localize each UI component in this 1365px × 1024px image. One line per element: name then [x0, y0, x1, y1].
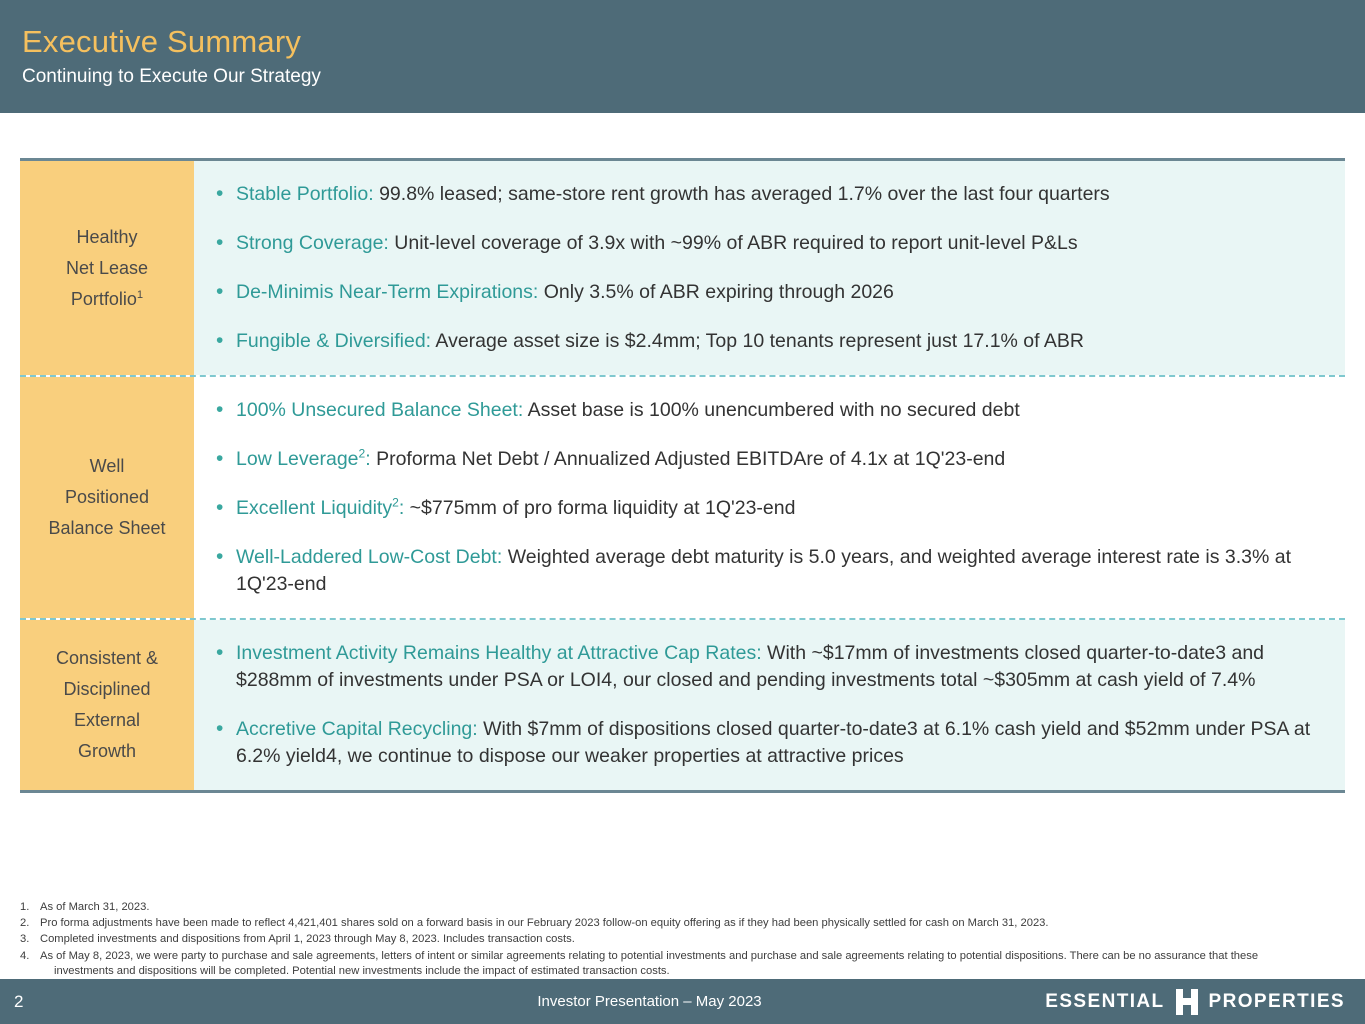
list-item	[210, 544, 1323, 598]
bullet-list	[210, 640, 1323, 770]
bullet-text: Weighted average debt maturity is 5.0 years, and weighted average interest rate is 3.3% at 1Q'23-end	[236, 546, 1292, 595]
label-line: Consistent &	[55, 648, 159, 668]
list-item	[210, 446, 1323, 473]
label-line: Balance Sheet	[48, 518, 166, 538]
label-line: Net Lease	[65, 257, 149, 278]
bullet-lead-footnote-ref: 2	[392, 495, 399, 510]
table-row	[20, 377, 1345, 620]
bullet-text: ~$775mm of pro forma liquidity at 1Q'23-end	[404, 497, 796, 519]
footnote-number: 2.	[20, 917, 30, 930]
logo-text-right: PROPERTIES	[1208, 990, 1345, 1012]
footnotes	[20, 900, 1340, 980]
footer-caption: Investor Presentation – May 2023	[537, 993, 762, 1010]
bullet-text: With ~$17mm of investments closed quarter-to-date3 and $288mm of investments under PSA or LOI4, our closed and pending investments total ~$305mm at cash yield of 7.4%	[236, 642, 1265, 691]
bullet-lead: Well-Laddered Low-Cost Debt:	[236, 546, 503, 568]
bullet-lead-tail: :	[365, 448, 371, 470]
label-line: Growth	[77, 741, 137, 761]
footnote-number: 4.	[20, 949, 30, 962]
bullet-lead-tail: :	[398, 497, 405, 519]
bullet-lead: Stable Portfolio:	[236, 183, 374, 205]
page-title: Executive Summary	[22, 24, 302, 59]
footnote-item	[20, 900, 1340, 915]
label-line: Disciplined	[63, 679, 151, 699]
bullet-list	[210, 181, 1323, 355]
footnote-item	[20, 932, 1340, 947]
table-row	[20, 161, 1345, 377]
row-label-healthy-net-lease-portfolio	[20, 161, 194, 375]
bullet-text: Proforma Net Debt / Annualized Adjusted EBITDAre of 4.1x at 1Q'23-end	[370, 448, 1006, 470]
row-label-consistent-disciplined-external-growth	[20, 620, 194, 790]
list-item	[210, 397, 1323, 424]
bullet-text: 99.8% leased; same-store rent growth has averaged 1.7% over the last four quarters	[373, 183, 1110, 205]
bullet-text: Asset base is 100% unencumbered with no secured debt	[523, 399, 1020, 421]
bullet-text: With $7mm of dispositions closed quarter-to-date3 at 6.1% cash yield and $52mm under PSA at 6.2% yield4, we continue to dispose our weaker properties at attractive prices	[236, 718, 1311, 767]
bullet-lead: 100% Unsecured Balance Sheet:	[236, 399, 524, 421]
table-row	[20, 620, 1345, 790]
page-subtitle: Continuing to Execute Our Strategy	[22, 66, 321, 87]
bullet-lead: Excellent Liquidity	[236, 497, 393, 519]
page-number: 2	[14, 991, 24, 1011]
label-line: Healthy	[76, 226, 138, 247]
list-item	[210, 230, 1323, 257]
footnote-text-cont: investments and dispositions will be completed. Potential new investments include the impact of estimated transaction costs.	[54, 964, 670, 977]
footnote-item	[20, 949, 1340, 979]
slide-header	[0, 0, 1365, 113]
company-logo	[1045, 989, 1345, 1015]
row-content	[194, 620, 1345, 790]
bullet-text: Average asset size is $2.4mm; Top 10 tenants represent just 17.1% of ABR	[431, 330, 1084, 352]
footnote-text: As of March 31, 2023.	[40, 901, 150, 913]
bullet-lead: De-Minimis Near-Term Expirations:	[236, 281, 539, 303]
label-line: Positioned	[64, 487, 150, 507]
row-label-well-positioned-balance-sheet	[20, 377, 194, 618]
bullet-lead: Accretive Capital Recycling:	[236, 718, 478, 740]
row-content	[194, 377, 1345, 618]
bullet-text: Unit-level coverage of 3.9x with ~99% of ABR required to report unit-level P&Ls	[388, 232, 1078, 254]
logo-text-left: ESSENTIAL	[1045, 990, 1165, 1012]
list-item	[210, 328, 1323, 355]
bullet-lead-footnote-ref: 2	[358, 446, 366, 461]
essential-properties-mark-icon	[1174, 989, 1200, 1015]
list-item	[210, 495, 1323, 522]
label-footnote-ref: 1	[136, 288, 144, 301]
bullet-text: Only 3.5% of ABR expiring through 2026	[538, 281, 894, 303]
bullet-lead: Strong Coverage:	[236, 232, 389, 254]
list-item	[210, 279, 1323, 306]
summary-table	[20, 158, 1345, 793]
label-line: External	[73, 710, 141, 730]
footnote-text: As of May 8, 2023, we were party to purchase and sale agreements, letters of intent or similar agreements relating to potential investments and purchase and sale agreements relating to potential dispositions. There can be no assurance that these	[40, 949, 1259, 962]
bullet-lead: Fungible & Diversified:	[236, 330, 432, 352]
footnote-text: Pro forma adjustments have been made to reflect 4,421,401 shares sold on a forward basis in our February 2023 follow-on equity offering as if they had been physically settled for cash on March 31, 2023.	[40, 917, 1049, 930]
footnote-number: 1.	[20, 901, 30, 913]
bullet-list	[210, 397, 1323, 598]
label-line: Portfolio	[70, 288, 137, 309]
footnote-text: Completed investments and dispositions from April 1, 2023 through May 8, 2023. Includes transaction costs.	[40, 933, 575, 946]
list-item	[210, 640, 1323, 694]
footnote-item	[20, 916, 1340, 931]
footnote-number: 3.	[20, 933, 30, 946]
slide-footer	[0, 979, 1365, 1024]
label-line: Well	[89, 456, 125, 476]
row-content	[194, 161, 1345, 375]
bullet-lead: Low Leverage	[236, 448, 359, 470]
list-item	[210, 716, 1323, 770]
list-item	[210, 181, 1323, 208]
bullet-lead: Investment Activity Remains Healthy at Attractive Cap Rates:	[236, 642, 762, 664]
